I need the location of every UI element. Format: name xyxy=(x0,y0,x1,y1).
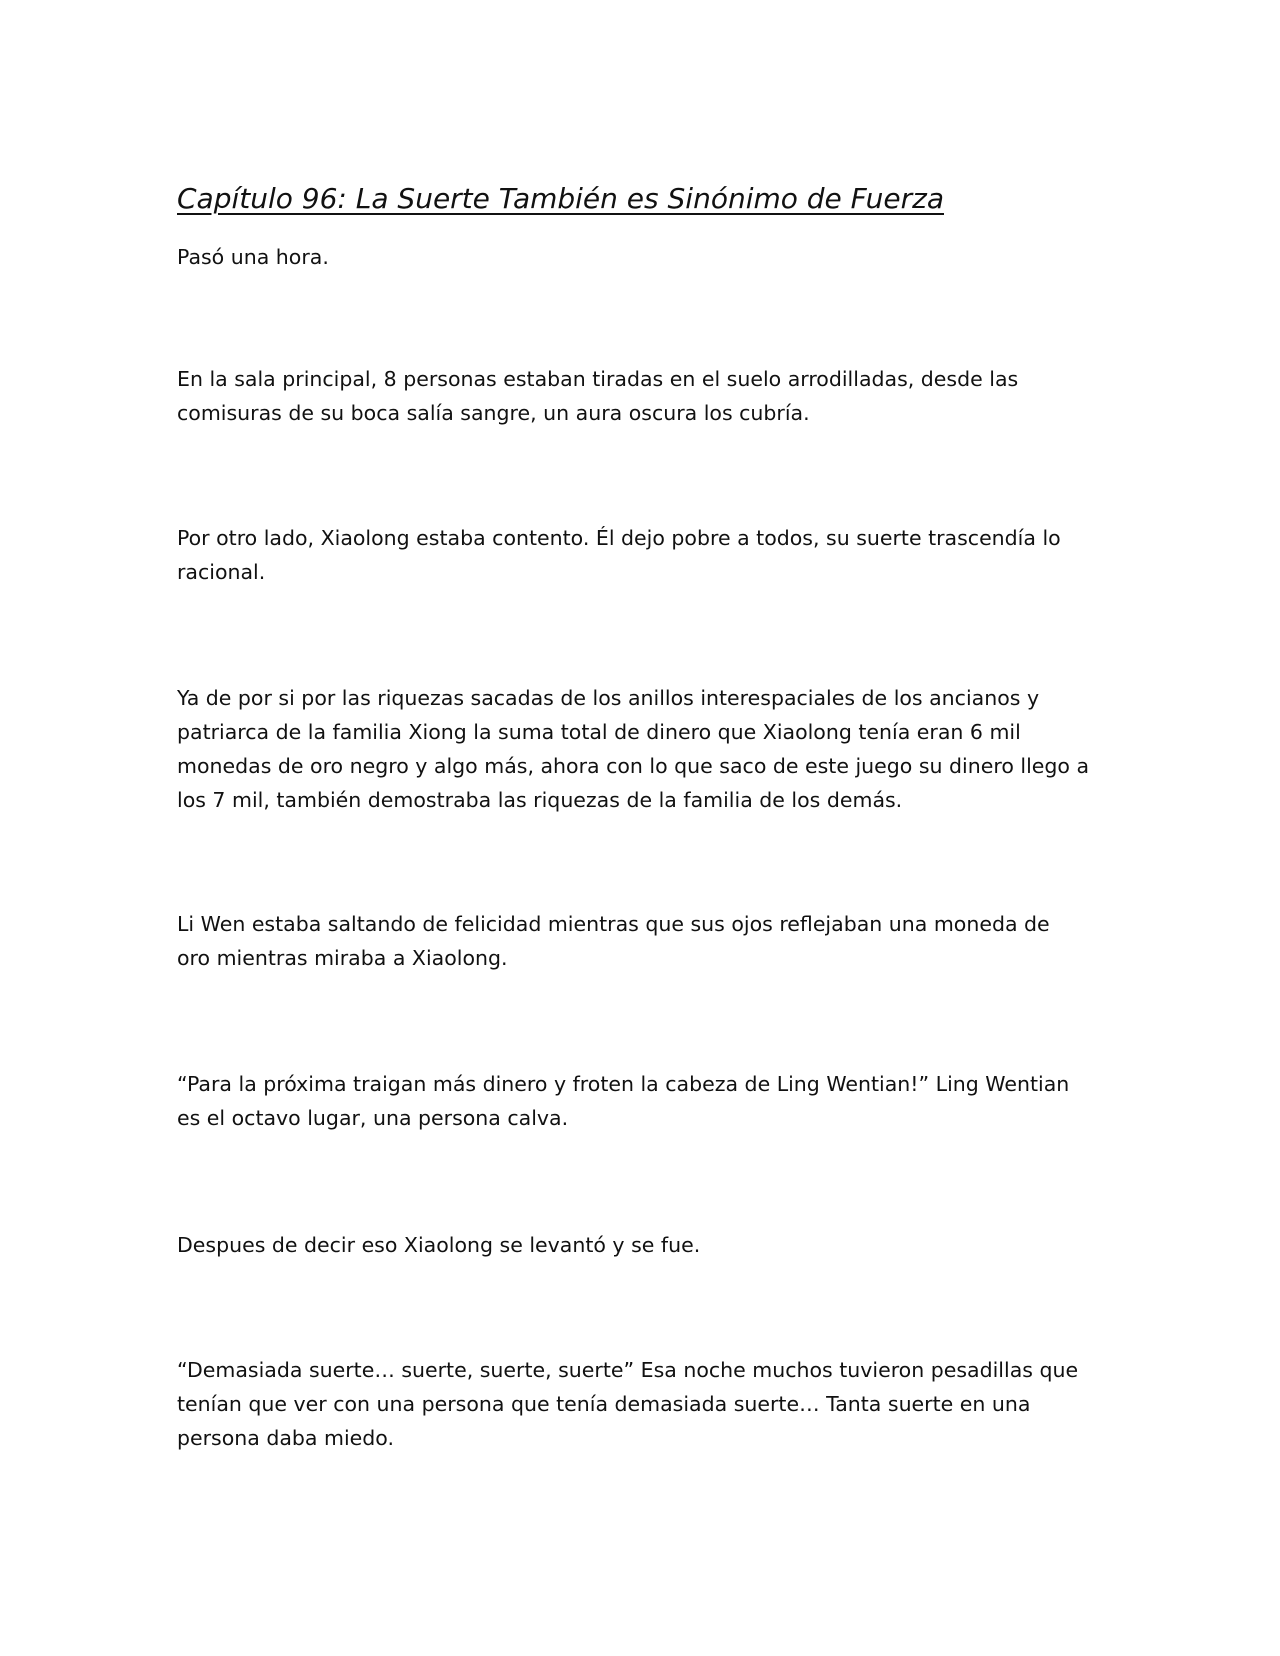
text-line: monedas de oro negro y algo más, ahora con lo que saco de este juego su dinero llego a xyxy=(177,754,1090,778)
paragraph xyxy=(177,681,1107,817)
paragraph xyxy=(177,240,1107,274)
text-line: En la sala principal, 8 personas estaban tiradas en el suelo arrodilladas, desde las xyxy=(177,367,1019,391)
paragraph xyxy=(177,1228,1107,1262)
text-line: “Demasiada suerte… suerte, suerte, suerte” Esa noche muchos tuvieron pesadillas que xyxy=(177,1358,1079,1382)
text-line: es el octavo lugar, una persona calva. xyxy=(177,1106,569,1130)
text-line: Por otro lado, Xiaolong estaba contento. Él dejo pobre a todos, su suerte trascendía lo xyxy=(177,526,1061,550)
text-line: tenían que ver con una persona que tenía demasiada suerte… Tanta suerte en una xyxy=(177,1392,1031,1416)
paragraph xyxy=(177,1353,1107,1455)
text-line: oro mientras miraba a Xiaolong. xyxy=(177,946,508,970)
text-line: los 7 mil, también demostraba las riquezas de la familia de los demás. xyxy=(177,788,903,812)
chapter-title: Capítulo 96: La Suerte También es Sinónimo de Fuerza xyxy=(177,182,944,215)
text-line: racional. xyxy=(177,560,266,584)
paragraph xyxy=(177,362,1107,430)
text-line: persona daba miedo. xyxy=(177,1426,395,1450)
text-line: Despues de decir eso Xiaolong se levantó y se fue. xyxy=(177,1233,701,1257)
text-line: comisuras de su boca salía sangre, un aura oscura los cubría. xyxy=(177,401,810,425)
text-line: “Para la próxima traigan más dinero y froten la cabeza de Ling Wentian!” Ling Wentian xyxy=(177,1072,1070,1096)
paragraph xyxy=(177,907,1107,975)
paragraph xyxy=(177,521,1107,589)
text-line: Pasó una hora. xyxy=(177,245,329,269)
text-line: Ya de por si por las riquezas sacadas de los anillos interespaciales de los ancianos y xyxy=(177,686,1040,710)
text-line: patriarca de la familia Xiong la suma total de dinero que Xiaolong tenía eran 6 mil xyxy=(177,720,1021,744)
text-line: Li Wen estaba saltando de felicidad mientras que sus ojos reflejaban una moneda de xyxy=(177,912,1050,936)
paragraph xyxy=(177,1067,1107,1135)
